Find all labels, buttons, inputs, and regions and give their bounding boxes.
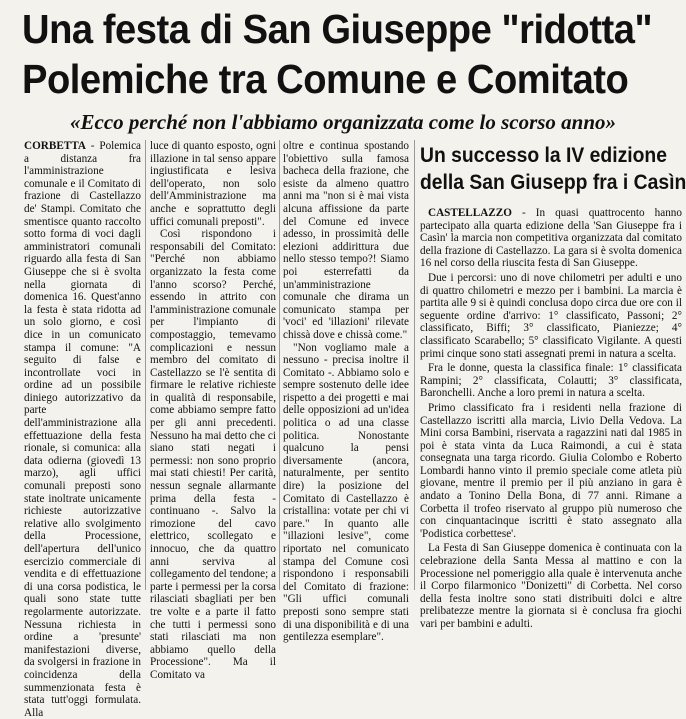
article-column-3 — [283, 140, 409, 644]
sidebar-headline-line-1: Un successo la IV edizione — [420, 144, 667, 167]
article-dateline: CORBETTA — [24, 140, 86, 152]
article-paragraph: luce di quanto esposto, ogni illazione in tal senso appare ingiustificata e lesiva dell'operato, non solo dell'Amministrazione ma anche e soprattutto degli uffici comunali preposti". — [150, 140, 276, 228]
article-paragraph: Così rispondono i responsabili del Comitato: "Perché non abbiamo organizzato la festa come l'anno scorso? Perché, essendo in attrito con l'amministrazione comunale per l'impianto di compostaggio, temevamo complicazioni e nessun membro del comitato di Castellazzo se l'è sentita di firmare le relative richieste in qualità di responsabile, come abbiamo sempre fatto per gli anni precedenti. Nessuno ha mai detto che ci siano stati negati i permessi: non sono proprio mai stati chiesti! Per carità, nessun segnale allarmante prima della festa - continuano -. Salvo la rimozione del cavo elettrico, scollegato e innocuo, che da quattro anni serviva al collegamento del tendone; a parte i permessi per la corsa rilasciati sbagliati per ben tre volte e a parte il fatto che tutti i permessi sono stati rilasciati ma non abbiamo quello della Processione". Ma il Comitato va — [150, 228, 276, 681]
column-divider — [279, 140, 280, 590]
sidebar-headline-line-2: della San Giusepp fra i Casìn — [420, 171, 686, 194]
article-paragraph: oltre e continua spostando l'obiettivo sulla famosa bacheca della frazione, che esiste da almeno quattro anni ma "non si è mai vista alcuna affissione da parte del Comune ed invece adesso, in prossimità delle elezioni addirittura due nello stesso tempo?! Siamo poi esterrefatti da un'amministrazione comunale che dirama un comunicato stampa per 'voci' ed 'illazioni' rilevate chissà dove e chissà come." — [283, 140, 409, 341]
article-text: - Polemica a distanza fra l'amministrazione comunale e il Comitato di frazione di Castellazzo de' Stampi. Comitato che smentisce quanto raccolto sotto forma di voci dagli amministratori comunali riguardo alla festa di San Giuseppe che si è svolta nella giornata di domenica 16. Quest'anno la festa è stata ridotta ad un solo giorno, e così dice in un comunicato stampa il comune: "A seguito di false e incontrollate voci in ordine ad un possibile diniego autorizzativo da parte dell'amministrazione alla effettuazione della festa rionale, si comunica: alla data odierna (giovedì 13 marzo), agli uffici comunali preposti sono state inoltrate unicamente richieste autorizzative relative allo svolgimento della Processione, dell'apertura dell'unico esercizio commerciale di vendita e di effettuazione di una corsa podistica, le quali sono state tutte regolarmente autorizzate. Nessuna richiesta in ordine a 'presunte' manifestazioni diverse, da svolgersi in frazione in coincidenza della summenzionata festa è stata tutt'oggi formulata. Alla — [24, 140, 141, 719]
article-column-1 — [24, 140, 141, 719]
sidebar-text: - In quasi quattrocento hanno partecipato alla quarta edizione della 'San Giuseppe fra i Casìn' la marcia non competitiva organizzata dal comitato della frazione di Castellazzo. La gara si è svolta domenica 16 nel corso della riuscita festa di San Giuseppe. — [420, 207, 682, 270]
main-headline-line-1: Una festa di San Giuseppe "ridotta" — [22, 6, 653, 52]
sidebar-paragraph: Fra le donne, questa la classifica finale: 1° classificata Rampini; 2° classificata, Colautti; 3° classificata, Baronchelli. Anche a loro premi in natura a scelta. — [420, 362, 682, 400]
article-paragraph: "Non vogliamo male a nessuno - precisa inoltre il Comitato -. Abbiamo solo e sempre sostenuto delle idee rispetto a dei progetti e mai delle opposizioni ad un'idea politica o ad una classe politica. Nonostante qualcuno la pensi diversamente (ancora, naturalmente, per sentito dire) la posizione del Comitato di Castellazzo è cristallina: votate per chi vi pare." In quanto alle "illazioni lesive", come riportato nel comunicato stampa del Comune così rispondono i responsabili del Comitato di frazione: "Gli uffici comunali preposti sono sempre stati di una disponibilità e di una gentilezza esemplare". — [283, 341, 409, 644]
sidebar-dateline: CASTELLAZZO — [428, 207, 512, 219]
column-divider — [145, 140, 146, 590]
sidebar-paragraph — [420, 207, 682, 270]
article-kicker: «Ecco perché non l'abbiamo organizzata come lo scorso anno» — [70, 110, 617, 134]
sidebar-article — [420, 207, 682, 633]
column-divider — [414, 140, 415, 590]
sidebar-paragraph: La Festa di San Giuseppe domenica è continuata con la celebrazione della Santa Messa al mattino e con la Processione nel pomeriggio alla quale è intervenuta anche il Corpo filarmonico "Donizetti" di Corbetta. Nel corso della festa inoltre sono stati distribuiti dolci e altre prelibatezze mentre la giornata si è conclusa fra giochi vari per bambini e adulti. — [420, 542, 682, 630]
sidebar-paragraph: Primo classificato fra i residenti nella frazione di Castellazzo iscritti alla marcia, Livio Della Vedova. La Mini corsa Bambini, riservata a ragazzini nati dal 1985 in poi è stata vinta da Luca Raimondi, a cui è stata consegnata una targa ricordo. Giulia Colombo e Roberto Lombardi hanno vinto il premio speciale come atleta più giovane, mentre il premio per il più anziano in gara è andato a Tonino Della Bona, di 77 anni. Rimane a Corbetta il trofeo riservato al gruppo più numeroso che con cinquantacinque iscritti è stato assegnato alla 'Podistica corbettese'. — [420, 401, 682, 540]
main-headline-line-2: Polemiche tra Comune e Comitato — [22, 56, 629, 102]
sidebar-paragraph: Due i percorsi: uno di nove chilometri per adulti e uno di quattro chilometri e mezzo per i bambini. La marcia è partita alle 9 si è quindi conclusa dopo circa due ore con il seguente ordine d'arrivo: 1° classificato, Passoni; 2° classificato, Biffi; 3° classificato, Pianiezze; 4° classificato Scarabello; 5° classificato Vigilante. A questi primi cinque sono stati assegnati premi in natura a scelta. — [420, 271, 682, 360]
article-column-2 — [150, 140, 276, 682]
article-paragraph — [24, 140, 141, 719]
sidebar-headline — [420, 142, 686, 196]
